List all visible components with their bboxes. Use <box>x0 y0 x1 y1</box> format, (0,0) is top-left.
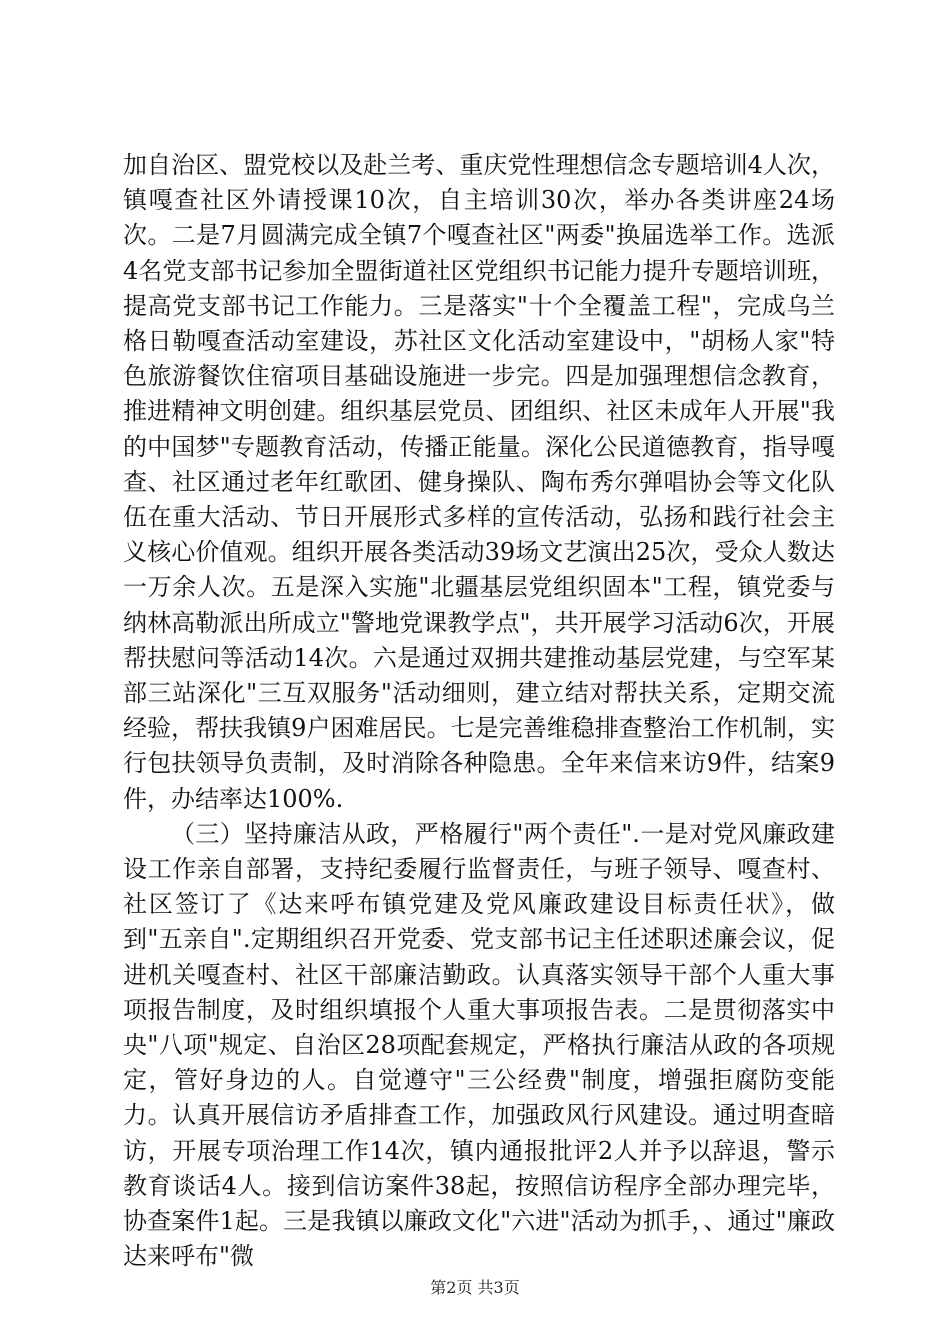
paragraph-2: （三）坚持廉洁从政，严格履行"两个责任".一是对党风廉政建设工作亲自部署，支持纪委履行监督责任，与班子领导、嘎查村、社区签订了《达来呼布镇党建及党风廉政建设目标责任状》，做到"五亲自".定期组织召开党委、党支部书记主任述职述廉会议，促进机关嘎查村、社区干部廉洁勤政。认真落实领导干部个人重大事项报告制度，及时组织填报个人重大事项报告表。二是贯彻落实中央"八项"规定、自治区28项配套规定，严格执行廉洁从政的各项规定，管好身边的人。自觉遵守"三公经费"制度，增强拒腐防变能力。认真开展信访矛盾排查工作，加强政风行风建设。通过明查暗访，开展专项治理工作14次，镇内通报批评2人并予以辞退，警示教育谈话4人。接到信访案件38起，按照信访程序全部办理完毕，协查案件1起。三是我镇以廉政文化"六进"活动为抓手，、通过"廉政达来呼布"微 <box>123 819 835 1271</box>
body-text <box>123 148 835 1275</box>
page-footer: 第2页 共3页 <box>430 1278 520 1297</box>
paragraph-1: 加自治区、盟党校以及赴兰考、重庆党性理想信念专题培训4人次，镇嘎查社区外请授课10次，自主培训30次，举办各类讲座24场次。二是7月圆满完成全镇7个嘎查社区"两委"换届选举工作。选派4名党支部书记参加全盟街道社区党组织书记能力提升专题培训班，提高党支部书记工作能力。三是落实"十个全覆盖工程"，完成乌兰格日勒嘎查活动室建设，苏社区文化活动室建设中，"胡杨人家"特色旅游餐饮住宿项目基础设施进一步完。四是加强理想信念教育，推进精神文明创建。组织基层党员、团组织、社区未成年人开展"我的中国梦"专题教育活动，传播正能量。深化公民道德教育，指导嘎查、社区通过老年红歌团、健身操队、陶布秀尔弹唱协会等文化队伍在重大活动、节日开展形式多样的宣传活动，弘扬和践行社会主义核心价值观。组织开展各类活动39场文艺演出25次，受众人数达一万余人次。五是深入实施"北疆基层党组织固本"工程，镇党委与纳林高勒派出所成立"警地党课教学点"，共开展学习活动6次，开展帮扶慰问等活动14次。六是通过双拥共建推动基层党建，与空军某部三站深化"三互双服务"活动细则，建立结对帮扶关系，定期交流经验，帮扶我镇9户困难居民。七是完善维稳排查整治工作机制，实行包扶领导负责制，及时消除各种隐患。全年来信来访9件，结案9件，办结率达100%. <box>123 151 835 813</box>
